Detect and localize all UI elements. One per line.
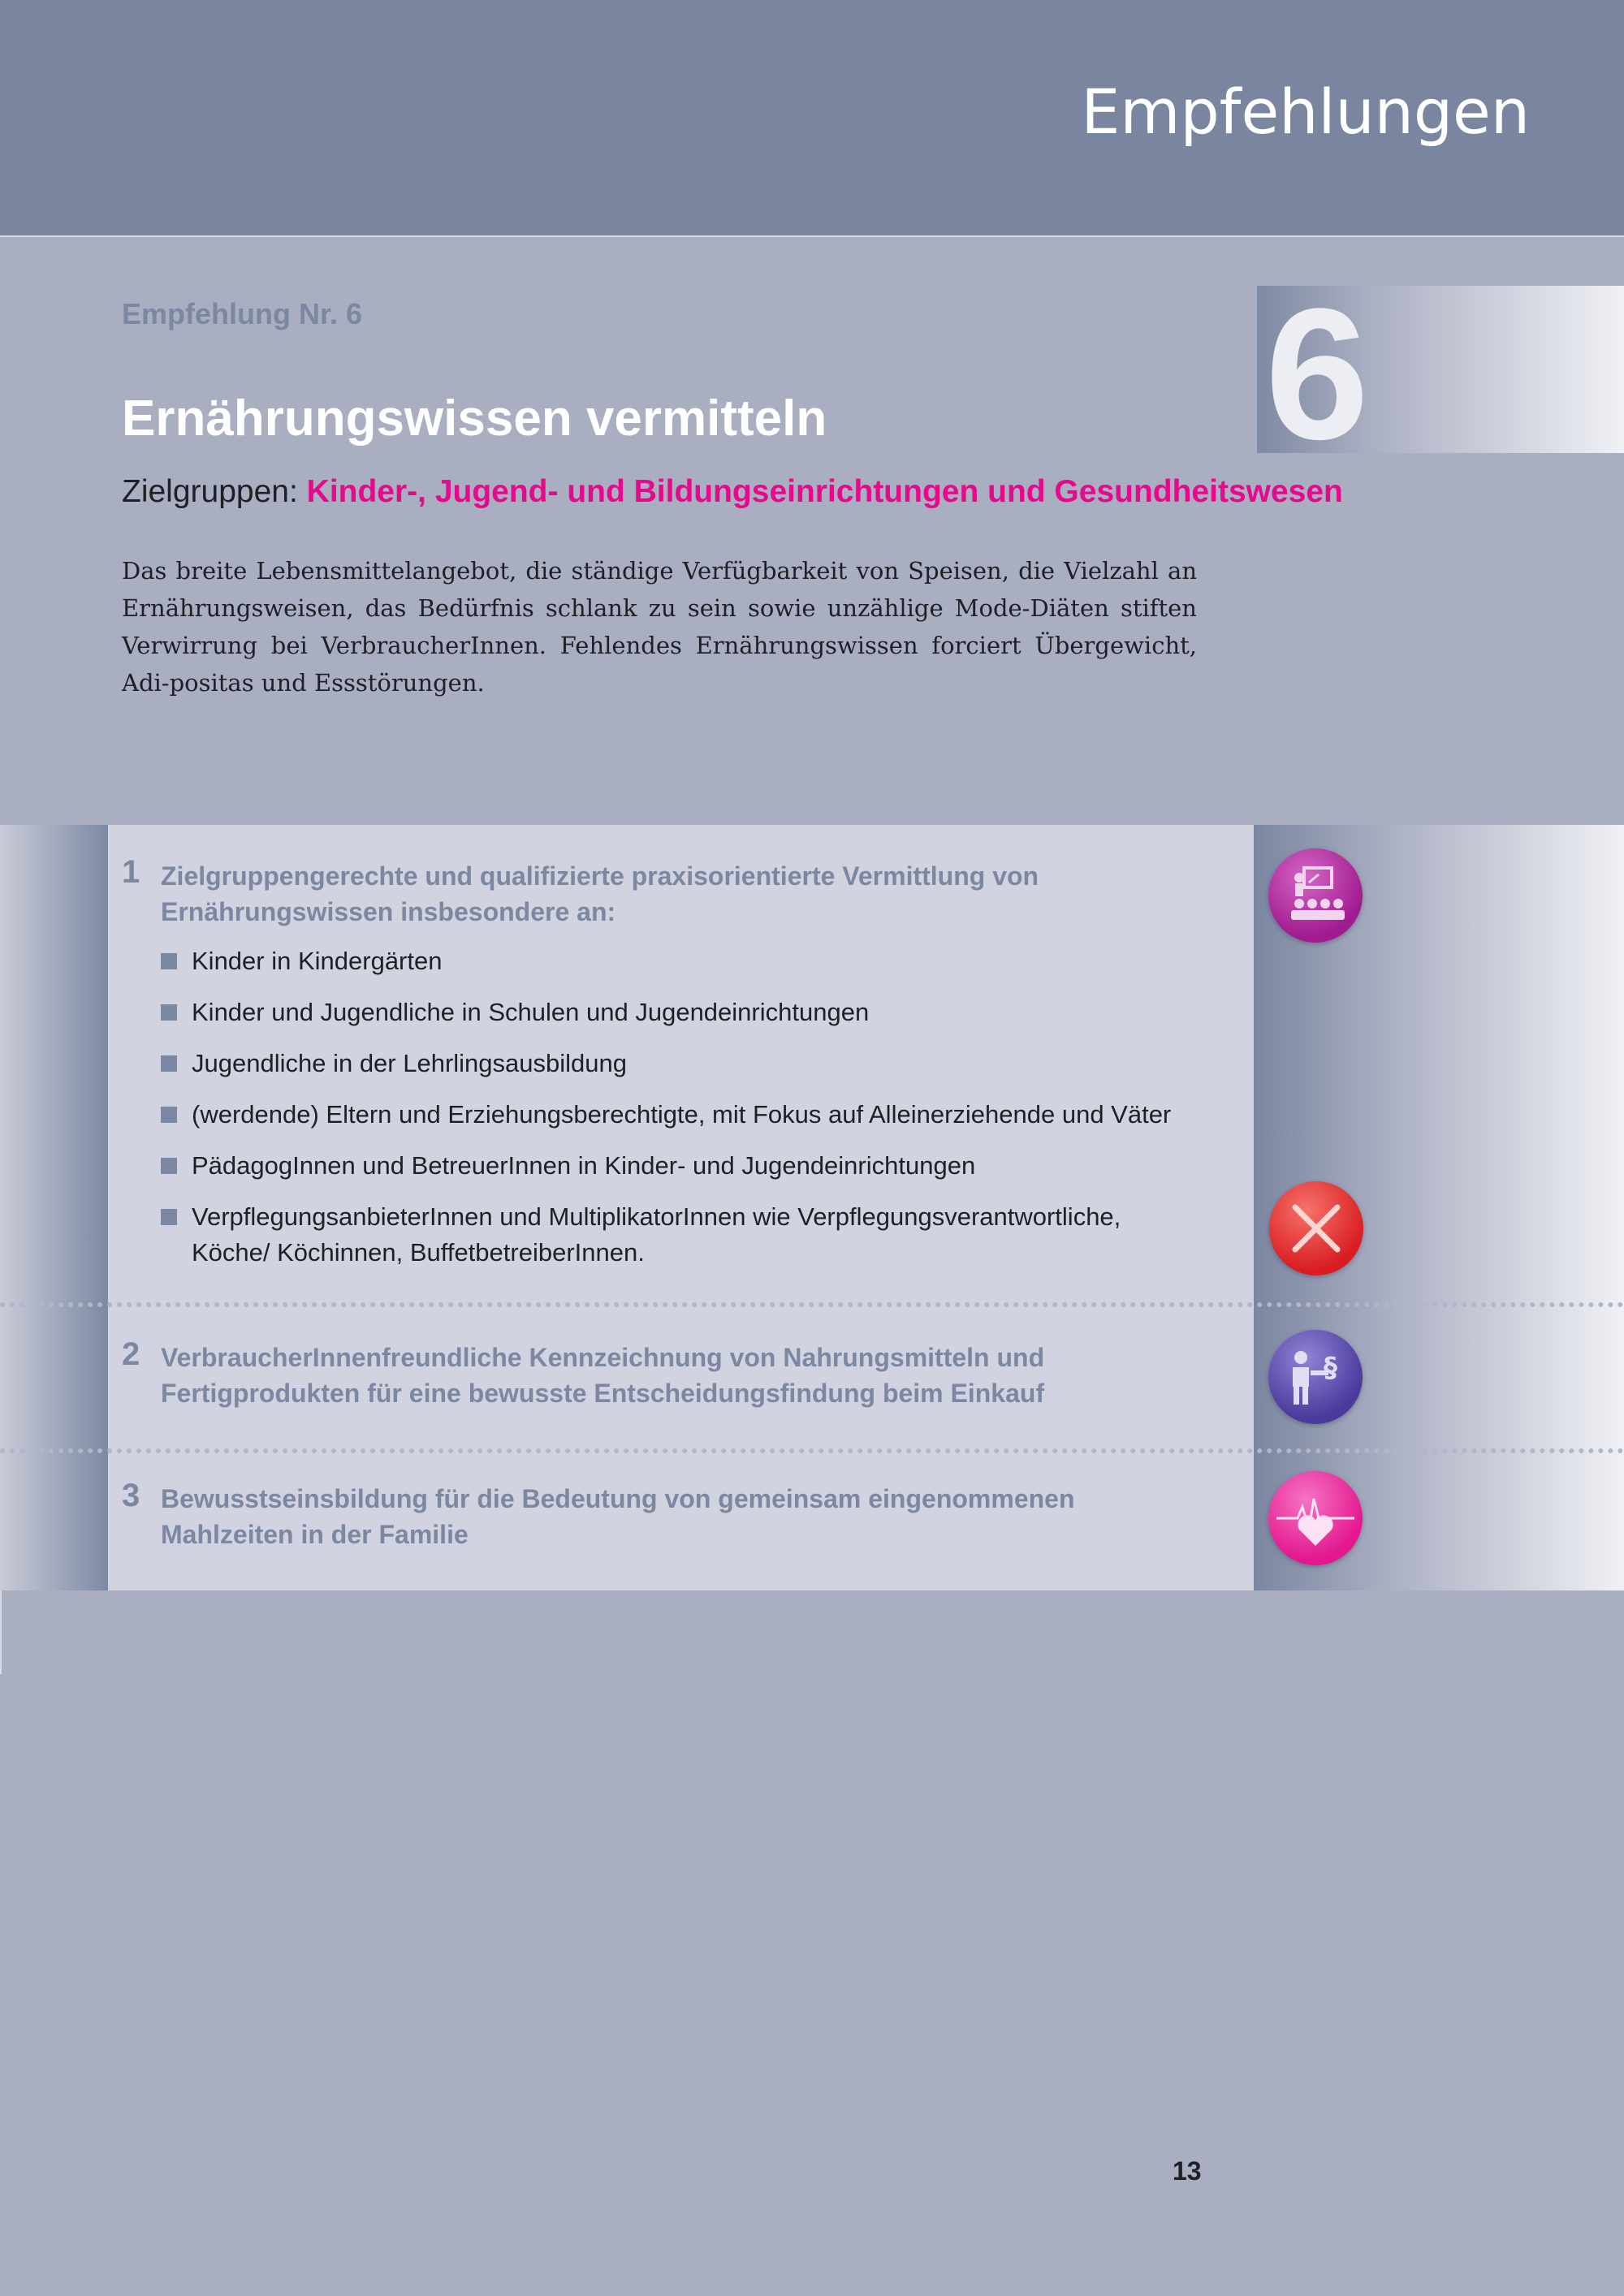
item-text: VerbraucherInnenfreundliche Kennzeichnung von Nahrungsmitteln und Fertigprodukten für eine bewusste Entscheidungsfindung beim Einkauf (161, 1343, 1045, 1408)
header-band (0, 0, 1624, 237)
cutlery-icon (1269, 1181, 1363, 1275)
recommendation-number: 6 (1265, 270, 1369, 478)
item-text: Bewusstseinsbildung für die Bedeutung von gemeinsam eingenommenen Mahlzeiten in der Familie (161, 1484, 1075, 1549)
item-divider (0, 1448, 1624, 1453)
classroom-icon (1268, 848, 1363, 943)
item-text: Zielgruppengerechte und qualifizierte praxisorientierte Vermittlung von Ernährungswissen insbesondere an: (161, 861, 1039, 926)
target-groups-label: Zielgruppen: (122, 474, 298, 509)
list-item: VerpflegungsanbieterInnen und MultiplikatorInnen wie Verpflegungsverantwortliche, Köche/ Köchinnen, BuffetbetreiberInnen. (161, 1199, 1158, 1271)
item-number: 2 (122, 1336, 140, 1372)
target-bullet-list (161, 943, 1216, 1286)
heart-pulse-icon (1268, 1471, 1363, 1565)
law-person-icon (1268, 1330, 1363, 1424)
target-groups (122, 474, 1343, 510)
recommendation-number-block (1257, 270, 1624, 478)
panel-left-tab (0, 1590, 2, 1674)
section-title: Empfehlungen (1081, 76, 1530, 148)
recommendation-number-label: Empfehlung Nr. 6 (122, 297, 363, 330)
item-number: 3 (122, 1478, 140, 1513)
list-item: Kinder und Jugendliche in Schulen und Jugendeinrichtungen (161, 995, 1216, 1030)
item-number: 1 (122, 854, 140, 890)
list-item: (werdende) Eltern und Erziehungsberechtigte, mit Fokus auf Alleinerziehende und Väter (161, 1097, 1216, 1133)
panel-left-gradient (0, 825, 108, 1590)
item-divider (0, 1302, 1624, 1307)
list-item: PädagogInnen und BetreuerInnen in Kinder- und Jugendeinrichtungen (161, 1148, 1216, 1184)
svg-text:§: § (1324, 1352, 1337, 1384)
page-number: 13 (1173, 2156, 1202, 2186)
list-item: Kinder in Kindergärten (161, 943, 1216, 979)
page-title: Ernährungswissen vermitteln (122, 391, 827, 447)
list-item: Jugendliche in der Lehrlingsausbildung (161, 1046, 1216, 1081)
intro-paragraph: Das breite Lebensmittelangebot, die ständige Verfügbarkeit von Speisen, die Vielzahl an Ernährungsweisen, das Bedürfnis schlank zu sein sowie unzählige Mode-Diäten stiften Verwirrung bei VerbraucherInnen. Fehlendes Ernährungswissen forciert Übergewicht, Adi-positas und Essstörungen. (122, 557, 1197, 697)
target-groups-value: Kinder-, Jugend- und Bildungseinrichtungen und Gesundheitswesen (306, 474, 1343, 509)
